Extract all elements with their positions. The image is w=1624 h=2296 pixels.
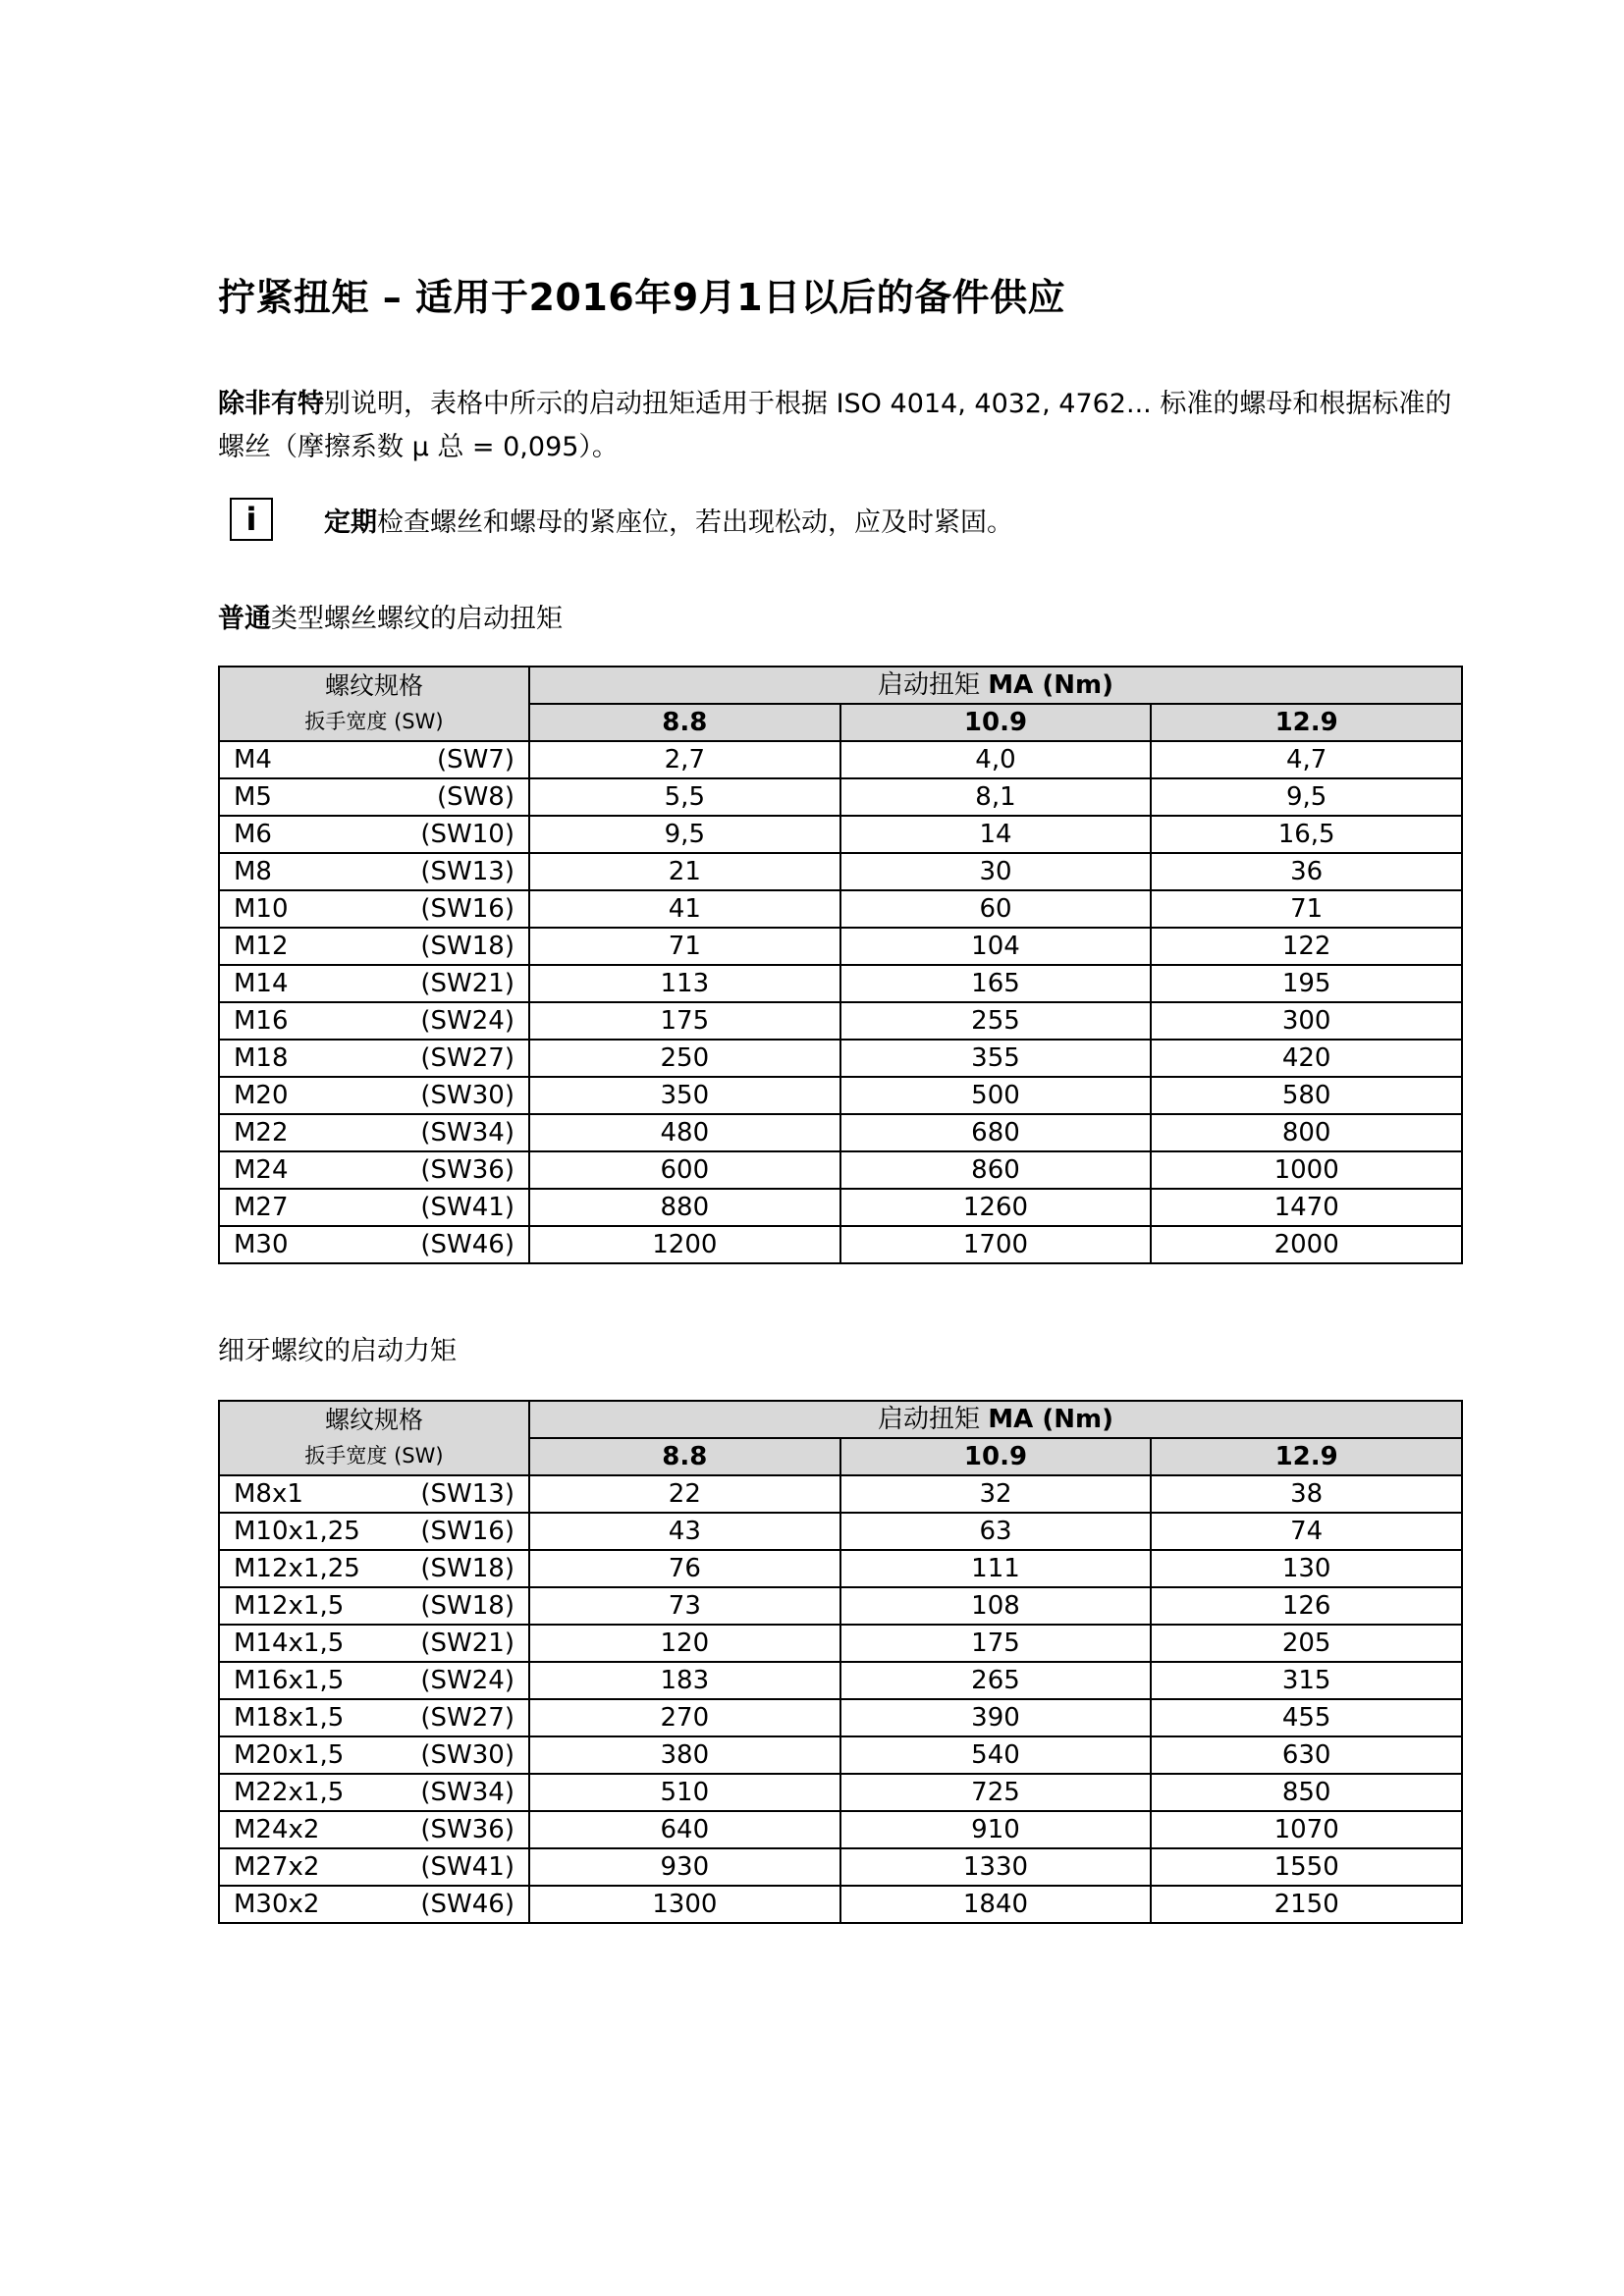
thread-spec-label: 螺纹规格 <box>324 671 423 700</box>
torque-value: 680 <box>840 1114 1152 1151</box>
torque-value: 76 <box>529 1550 840 1587</box>
table-2-caption <box>218 1329 457 1367</box>
torque-value: 60 <box>840 890 1152 928</box>
torque-value: 930 <box>529 1848 840 1886</box>
torque-value: 640 <box>529 1811 840 1848</box>
table-row <box>219 965 1462 1002</box>
torque-value: 300 <box>1151 1002 1462 1040</box>
torque-value: 500 <box>840 1077 1152 1114</box>
grade-header: 10.9 <box>840 704 1152 741</box>
torque-value: 21 <box>529 853 840 890</box>
wrench-width: (SW36) <box>420 1155 514 1185</box>
torque-value: 600 <box>529 1151 840 1189</box>
torque-value: 4,0 <box>840 741 1152 778</box>
wrench-width: (SW16) <box>420 1517 514 1546</box>
thread-size: M12x1,5 <box>234 1591 345 1621</box>
torque-value: 2150 <box>1151 1886 1462 1923</box>
wrench-width: (SW8) <box>436 782 514 812</box>
fine-thread-torque-table <box>218 1400 1463 1924</box>
wrench-width: (SW34) <box>420 1778 514 1807</box>
table-row <box>219 1226 1462 1263</box>
thread-size: M22x1,5 <box>234 1778 345 1807</box>
wrench-width: (SW21) <box>420 969 514 998</box>
torque-value: 250 <box>529 1040 840 1077</box>
torque-value: 630 <box>1151 1736 1462 1774</box>
thread-size: M22 <box>234 1118 289 1148</box>
thread-size: M10x1,25 <box>234 1517 360 1546</box>
wrench-width: (SW30) <box>420 1740 514 1770</box>
starting-torque-header <box>529 667 1462 704</box>
thread-spec-cell <box>219 1513 529 1550</box>
note-bold-lead: 定期 <box>324 507 377 538</box>
torque-value: 30 <box>840 853 1152 890</box>
torque-value: 725 <box>840 1774 1152 1811</box>
thread-size: M16x1,5 <box>234 1666 345 1695</box>
thread-spec-cell <box>219 1736 529 1774</box>
thread-size: M14x1,5 <box>234 1629 345 1658</box>
table-row <box>219 1848 1462 1886</box>
thread-spec-cell <box>219 1040 529 1077</box>
grade-header: 10.9 <box>840 1438 1152 1475</box>
torque-value: 36 <box>1151 853 1462 890</box>
thread-spec-cell <box>219 1774 529 1811</box>
thread-size: M20 <box>234 1081 289 1110</box>
torque-value: 380 <box>529 1736 840 1774</box>
thread-size: M18 <box>234 1043 289 1073</box>
torque-value: 71 <box>1151 890 1462 928</box>
torque-value: 455 <box>1151 1699 1462 1736</box>
torque-value: 9,5 <box>1151 778 1462 816</box>
table-row <box>219 890 1462 928</box>
torque-value: 71 <box>529 928 840 965</box>
table-1-caption-text: 类型螺丝螺纹的启动扭矩 <box>271 604 563 634</box>
torque-value: 126 <box>1151 1587 1462 1625</box>
table-row <box>219 1886 1462 1923</box>
thread-spec-cell <box>219 1077 529 1114</box>
wrench-width: (SW30) <box>420 1081 514 1110</box>
table-row <box>219 1475 1462 1513</box>
torque-value: 350 <box>529 1077 840 1114</box>
grade-header: 8.8 <box>529 704 840 741</box>
torque-value: 4,7 <box>1151 741 1462 778</box>
torque-value: 205 <box>1151 1625 1462 1662</box>
torque-value: 8,1 <box>840 778 1152 816</box>
thread-spec-cell <box>219 1151 529 1189</box>
torque-value: 1000 <box>1151 1151 1462 1189</box>
thread-size: M5 <box>234 782 272 812</box>
torque-value: 1300 <box>529 1886 840 1923</box>
torque-value: 2,7 <box>529 741 840 778</box>
torque-value: 270 <box>529 1699 840 1736</box>
torque-value: 175 <box>840 1625 1152 1662</box>
thread-size: M10 <box>234 894 289 924</box>
grade-header: 8.8 <box>529 1438 840 1475</box>
thread-spec-cell <box>219 1811 529 1848</box>
torque-value: 1260 <box>840 1189 1152 1226</box>
table-row <box>219 1077 1462 1114</box>
torque-value: 14 <box>840 816 1152 853</box>
starting-torque-label: 启动扭矩 <box>878 670 989 700</box>
thread-spec-cell <box>219 1587 529 1625</box>
torque-value: 43 <box>529 1513 840 1550</box>
torque-value: 315 <box>1151 1662 1462 1699</box>
table-row <box>219 1002 1462 1040</box>
torque-value: 111 <box>840 1550 1152 1587</box>
wrench-width: (SW18) <box>420 1554 514 1583</box>
table-row <box>219 1625 1462 1662</box>
torque-value: 580 <box>1151 1077 1462 1114</box>
table-row <box>219 1736 1462 1774</box>
thread-spec-cell <box>219 1886 529 1923</box>
thread-spec-cell <box>219 965 529 1002</box>
table-row <box>219 1662 1462 1699</box>
thread-spec-cell <box>219 1475 529 1513</box>
starting-torque-unit: MA (Nm) <box>988 670 1113 700</box>
thread-size: M8 <box>234 857 272 886</box>
standard-thread-torque-table <box>218 666 1463 1264</box>
wrench-width: (SW7) <box>436 745 514 774</box>
torque-value: 120 <box>529 1625 840 1662</box>
info-icon: i <box>230 498 273 541</box>
torque-value: 540 <box>840 1736 1152 1774</box>
torque-value: 390 <box>840 1699 1152 1736</box>
torque-value: 1700 <box>840 1226 1152 1263</box>
torque-value: 800 <box>1151 1114 1462 1151</box>
wrench-width: (SW27) <box>420 1043 514 1073</box>
grade-header: 12.9 <box>1151 704 1462 741</box>
table-1-caption-bold: 普通 <box>218 604 271 634</box>
starting-torque-unit: MA (Nm) <box>988 1405 1113 1434</box>
wrench-width: (SW10) <box>420 820 514 849</box>
torque-value: 1840 <box>840 1886 1152 1923</box>
torque-value: 130 <box>1151 1550 1462 1587</box>
torque-value: 165 <box>840 965 1152 1002</box>
wrench-width: (SW27) <box>420 1703 514 1733</box>
torque-value: 104 <box>840 928 1152 965</box>
thread-spec-cell <box>219 1625 529 1662</box>
thread-spec-cell <box>219 1226 529 1263</box>
thread-size: M16 <box>234 1006 289 1036</box>
torque-value: 9,5 <box>529 816 840 853</box>
torque-value: 265 <box>840 1662 1152 1699</box>
thread-size: M8x1 <box>234 1479 303 1509</box>
wrench-width: (SW24) <box>420 1006 514 1036</box>
torque-value: 5,5 <box>529 778 840 816</box>
table-row <box>219 1550 1462 1587</box>
torque-value: 420 <box>1151 1040 1462 1077</box>
thread-size: M18x1,5 <box>234 1703 345 1733</box>
note-text: 检查螺丝和螺母的紧座位，若出现松动，应及时紧固。 <box>377 507 1013 538</box>
table-row <box>219 778 1462 816</box>
thread-spec-cell <box>219 1550 529 1587</box>
torque-value: 1550 <box>1151 1848 1462 1886</box>
torque-value: 510 <box>529 1774 840 1811</box>
table-row <box>219 1040 1462 1077</box>
torque-value: 195 <box>1151 965 1462 1002</box>
table-row <box>219 1699 1462 1736</box>
wrench-width-label: 扳手宽度 (SW) <box>304 710 444 733</box>
thread-size: M6 <box>234 820 272 849</box>
torque-value: 122 <box>1151 928 1462 965</box>
table-row <box>219 928 1462 965</box>
thread-spec-cell <box>219 741 529 778</box>
grade-header: 12.9 <box>1151 1438 1462 1475</box>
wrench-width: (SW18) <box>420 932 514 961</box>
thread-size: M4 <box>234 745 272 774</box>
table-row <box>219 741 1462 778</box>
note-text-wrap <box>324 501 1013 539</box>
thread-size: M27 <box>234 1193 289 1222</box>
table-body <box>219 1475 1462 1923</box>
thread-spec-header <box>219 1401 529 1475</box>
torque-value: 1070 <box>1151 1811 1462 1848</box>
torque-value: 175 <box>529 1002 840 1040</box>
table-row <box>219 1587 1462 1625</box>
torque-value: 910 <box>840 1811 1152 1848</box>
torque-value: 1470 <box>1151 1189 1462 1226</box>
wrench-width: (SW34) <box>420 1118 514 1148</box>
torque-value: 16,5 <box>1151 816 1462 853</box>
thread-spec-header <box>219 667 529 741</box>
thread-size: M20x1,5 <box>234 1740 345 1770</box>
table-2-caption-text: 细牙螺纹的启动力矩 <box>218 1336 457 1366</box>
wrench-width: (SW16) <box>420 894 514 924</box>
wrench-width: (SW46) <box>420 1890 514 1919</box>
table-row <box>219 1513 1462 1550</box>
torque-value: 74 <box>1151 1513 1462 1550</box>
torque-value: 860 <box>840 1151 1152 1189</box>
torque-value: 108 <box>840 1587 1152 1625</box>
thread-spec-cell <box>219 853 529 890</box>
table-row <box>219 1811 1462 1848</box>
thread-size: M12 <box>234 932 289 961</box>
thread-size: M14 <box>234 969 289 998</box>
wrench-width-label: 扳手宽度 (SW) <box>304 1444 444 1468</box>
torque-value: 1330 <box>840 1848 1152 1886</box>
torque-value: 850 <box>1151 1774 1462 1811</box>
table-row <box>219 1114 1462 1151</box>
table-row <box>219 1151 1462 1189</box>
torque-value: 2000 <box>1151 1226 1462 1263</box>
torque-value: 880 <box>529 1189 840 1226</box>
torque-value: 113 <box>529 965 840 1002</box>
intro-bold-lead: 除非有特 <box>218 389 324 419</box>
thread-size: M30x2 <box>234 1890 320 1919</box>
torque-value: 355 <box>840 1040 1152 1077</box>
torque-value: 480 <box>529 1114 840 1151</box>
torque-value: 38 <box>1151 1475 1462 1513</box>
thread-spec-cell <box>219 1662 529 1699</box>
starting-torque-label: 启动扭矩 <box>878 1405 989 1434</box>
torque-value: 73 <box>529 1587 840 1625</box>
torque-value: 63 <box>840 1513 1152 1550</box>
thread-size: M12x1,25 <box>234 1554 360 1583</box>
thread-spec-cell <box>219 1189 529 1226</box>
wrench-width: (SW18) <box>420 1591 514 1621</box>
torque-value: 255 <box>840 1002 1152 1040</box>
torque-value: 183 <box>529 1662 840 1699</box>
table-row <box>219 1189 1462 1226</box>
intro-paragraph <box>218 383 1455 469</box>
thread-spec-cell <box>219 928 529 965</box>
thread-spec-cell <box>219 816 529 853</box>
thread-spec-cell <box>219 1002 529 1040</box>
thread-spec-label: 螺纹规格 <box>324 1406 423 1434</box>
thread-spec-cell <box>219 778 529 816</box>
info-note <box>230 496 1013 543</box>
torque-value: 1200 <box>529 1226 840 1263</box>
wrench-width: (SW24) <box>420 1666 514 1695</box>
torque-value: 41 <box>529 890 840 928</box>
table-row <box>219 853 1462 890</box>
wrench-width: (SW13) <box>420 1479 514 1509</box>
intro-text: 别说明，表格中所示的启动扭矩适用于根据 ISO 4014, 4032, 4762... 标准的螺母和根据标准的螺丝（摩擦系数 µ 总 = 0,095）。 <box>218 389 1452 462</box>
thread-spec-cell <box>219 1114 529 1151</box>
thread-size: M24 <box>234 1155 289 1185</box>
table-body <box>219 741 1462 1263</box>
thread-spec-cell <box>219 1699 529 1736</box>
thread-size: M24x2 <box>234 1815 320 1844</box>
thread-spec-cell <box>219 1848 529 1886</box>
thread-spec-cell <box>219 890 529 928</box>
torque-value: 22 <box>529 1475 840 1513</box>
wrench-width: (SW46) <box>420 1230 514 1259</box>
wrench-width: (SW36) <box>420 1815 514 1844</box>
wrench-width: (SW21) <box>420 1629 514 1658</box>
wrench-width: (SW13) <box>420 857 514 886</box>
wrench-width: (SW41) <box>420 1852 514 1882</box>
page-title: 拧紧扭矩 – 适用于2016年9月1日以后的备件供应 <box>218 276 1066 319</box>
thread-size: M27x2 <box>234 1852 320 1882</box>
table-row <box>219 816 1462 853</box>
wrench-width: (SW41) <box>420 1193 514 1222</box>
table-1-caption <box>218 597 563 635</box>
table-row <box>219 1774 1462 1811</box>
thread-size: M30 <box>234 1230 289 1259</box>
starting-torque-header <box>529 1401 1462 1438</box>
torque-value: 32 <box>840 1475 1152 1513</box>
